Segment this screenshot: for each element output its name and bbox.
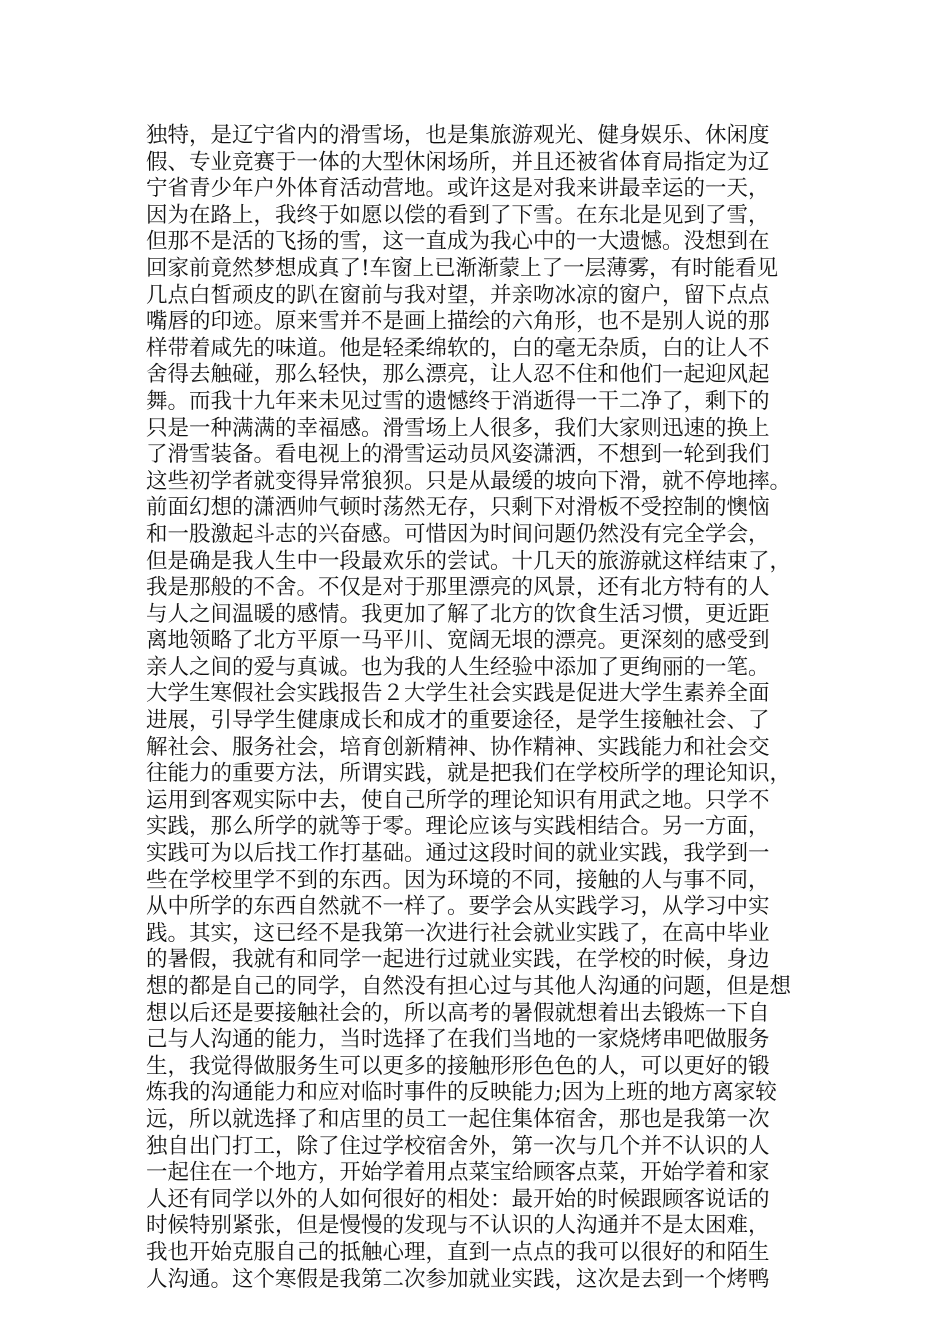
text-line: 解社会、服务社会，培育创新精神、协作精神、实践能力和社会交 xyxy=(146,734,770,760)
text-line: 进展，引导学生健康成长和成才的重要途径，是学生接触社会、了 xyxy=(146,708,770,734)
text-line: 人还有同学以外的人如何很好的相处：最开始的时候跟顾客说话的 xyxy=(146,1186,770,1212)
text-line: 些在学校里学不到的东西。因为环境的不同，接触的人与事不同， xyxy=(146,867,770,893)
text-line: 但那不是活的飞扬的雪，这一直成为我心中的一大遗憾。没想到在 xyxy=(146,229,770,255)
text-line: 一起住在一个地方，开始学着用点菜宝给顾客点菜，开始学着和家 xyxy=(146,1160,770,1186)
text-line: 因为在路上，我终于如愿以偿的看到了下雪。在东北是见到了雪， xyxy=(146,202,770,228)
text-line: 和一股激起斗志的兴奋感。可惜因为时间问题仍然没有完全学会， xyxy=(146,521,770,547)
text-line: 独自出门打工，除了住过学校宿舍外，第一次与几个并不认识的人 xyxy=(146,1133,770,1159)
text-line: 独特，是辽宁省内的滑雪场，也是集旅游观光、健身娱乐、休闲度 xyxy=(146,123,770,148)
text-line: 与人之间温暖的感情。我更加了解了北方的饮食生活习惯，更近距 xyxy=(146,601,770,627)
text-line: 亲人之间的爱与真诚。也为我的人生经验中添加了更绚丽的一笔。 xyxy=(146,654,770,680)
text-line: 我是那般的不舍。不仅是对于那里漂亮的风景，还有北方特有的人 xyxy=(146,575,770,601)
text-line: 样带着咸先的味道。他是轻柔绵软的，白的毫无杂质，白的让人不 xyxy=(146,335,770,361)
text-line: 实践可为以后找工作打基础。通过这段时间的就业实践，我学到一 xyxy=(146,841,770,867)
text-line: 己与人沟通的能力，当时选择了在我们当地的一家烧烤串吧做服务 xyxy=(146,1027,770,1053)
text-line: 回家前竟然梦想成真了!车窗上已渐渐蒙上了一层薄雾，有时能看见 xyxy=(146,255,779,281)
text-line: 假、专业竞赛于一体的大型休闲场所，并且还被省体育局指定为辽 xyxy=(146,149,770,175)
text-line: 践。其实，这已经不是我第一次进行社会就业实践了，在高中毕业 xyxy=(146,920,770,946)
text-line: 从中所学的东西自然就不一样了。要学会从实践学习，从学习中实 xyxy=(146,894,770,920)
text-line: 离地领略了北方平原一马平川、宽阔无垠的漂亮。更深刻的感受到 xyxy=(146,628,770,654)
text-line: 前面幻想的潇洒帅气顿时荡然无存，只剩下对滑板不受控制的懊恼 xyxy=(146,495,770,521)
text-line: 实践，那么所学的就等于零。理论应该与实践相结合。另一方面， xyxy=(146,814,770,840)
text-line: 大学生寒假社会实践报告２大学生社会实践是促进大学生素养全面 xyxy=(146,681,770,707)
text-line: 我也开始克服自己的抵触心理，直到一点点的我可以很好的和陌生 xyxy=(146,1239,770,1265)
text-line: 想的都是自己的同学，自然没有担心过与其他人沟通的问题，但是想 xyxy=(146,974,792,999)
text-line: 舍得去触碰，那么轻快，那么漂亮，让人忍不住和他们一起迎风起 xyxy=(146,362,770,388)
text-line: 的暑假，我就有和同学一起进行过就业实践，在学校的时候，身边 xyxy=(146,947,770,973)
text-line: 运用到客观实际中去，使自己所学的理论知识有用武之地。只学不 xyxy=(146,787,770,813)
body-text xyxy=(146,123,826,1293)
text-line: 宁省青少年户外体育活动营地。或许这是对我来讲最幸运的一天， xyxy=(146,176,770,202)
text-line: 往能力的重要方法，所谓实践，就是把我们在学校所学的理论知识， xyxy=(146,761,792,787)
text-line: 这些初学者就变得异常狼狈。只是从最缓的坡向下滑，就不停地摔。 xyxy=(146,468,792,494)
text-line: 只是一种满满的幸福感。滑雪场上人很多，我们大家则迅速的换上 xyxy=(146,415,770,441)
text-line: 人沟通。这个寒假是我第二次参加就业实践，这次是去到一个烤鸭 xyxy=(146,1266,770,1292)
text-line: 几点白皙顽皮的趴在窗前与我对望，并亲吻冰凉的窗户，留下点点 xyxy=(146,282,770,308)
text-line: 嘴唇的印迹。原来雪并不是画上描绘的六角形，也不是别人说的那 xyxy=(146,309,770,335)
text-line: 了滑雪装备。看电视上的滑雪运动员风姿潇洒，不想到一轮到我们 xyxy=(146,442,770,468)
text-line: 生，我觉得做服务生可以更多的接触形形色色的人，可以更好的锻 xyxy=(146,1053,770,1079)
text-line: 但是确是我人生中一段最欢乐的尝试。十几天的旅游就这样结束了， xyxy=(146,548,792,574)
text-line: 远，所以就选择了和店里的员工一起住集体宿舍，那也是我第一次 xyxy=(146,1106,770,1132)
text-line: 想以后还是要接触社会的，所以高考的暑假就想着出去锻炼一下自 xyxy=(146,1000,770,1026)
text-line: 炼我的沟通能力和应对临时事件的反映能力;因为上班的地方离家较 xyxy=(146,1080,777,1106)
text-line: 时候特别紧张，但是慢慢的发现与不认识的人沟通并不是太困难， xyxy=(146,1213,770,1239)
text-line: 舞。而我十九年来未见过雪的遗憾终于消逝得一干二净了，剩下的 xyxy=(146,388,770,414)
